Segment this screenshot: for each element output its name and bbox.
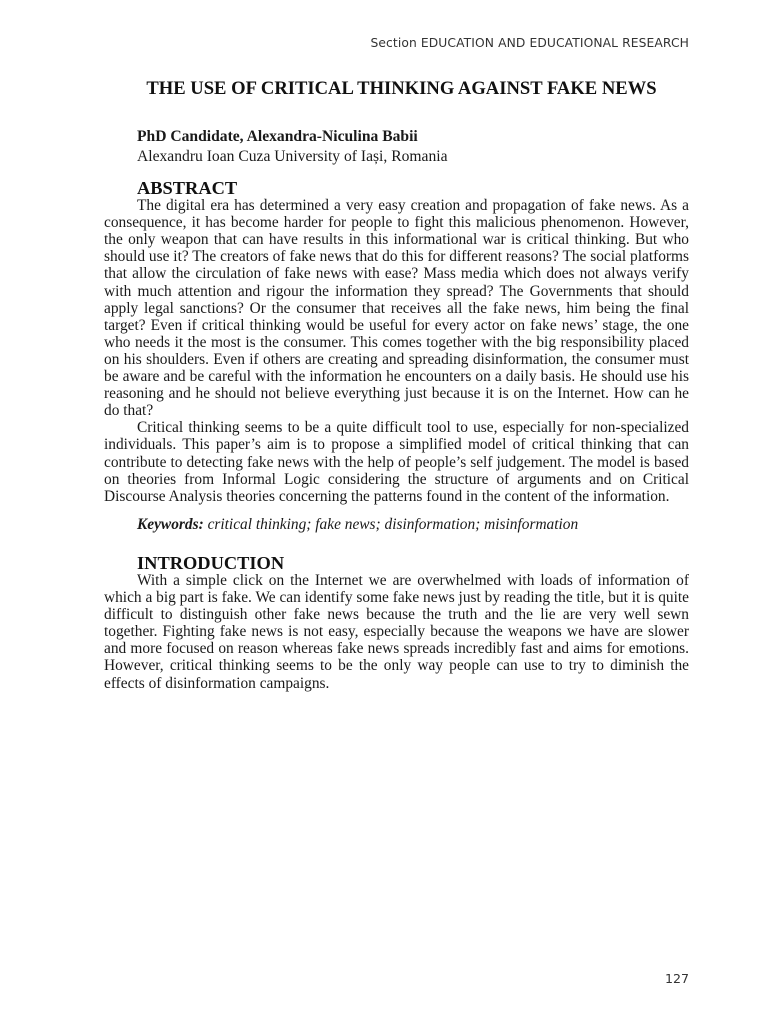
abstract-paragraph: The digital era has determined a very easy creation and propagation of fake news. As a consequence, it has become harder for people to fight this malicious phenomenon. However, the only weapon that can have results in this informational war is critical thinking. But who should use it? The creators of fake news that do this for different reasons? The social platforms that allow the circulation of fake news with ease? Mass media which does not always verify with much attention and rigour the information they spread? The Governments that should apply legal sanctions? Or the consumer that receives all the fake news, him being the final target? Even if critical thinking would be useful for every actor on fake news’ stage, the one who needs it the most is the consumer. This comes together with the big responsibility placed on his shoulders. Even if others are creating and spreading disinformation, the consumer must be aware and be careful with the information he encounters on a daily basis. He should use his reasoning and he should not believe everything just because it is on the Internet. How can he do that? xyxy=(104,197,689,420)
keywords-line xyxy=(104,516,689,533)
introduction-heading: INTRODUCTION xyxy=(137,552,285,573)
author-affiliation: Alexandru Ioan Cuza University of Iași, Romania xyxy=(137,148,448,165)
running-header: Section EDUCATION AND EDUCATIONAL RESEARCH xyxy=(370,36,689,50)
abstract-paragraph: Critical thinking seems to be a quite difficult tool to use, especially for non-specialized individuals. This paper’s aim is to propose a simplified model of critical thinking that can contribute to detecting fake news with the help of people’s self judgement. The model is based on theories from Informal Logic considering the structure of arguments and on Critical Discourse Analysis theories concerning the patterns found in the content of the information. xyxy=(104,419,689,505)
paper-title: THE USE OF CRITICAL THINKING AGAINST FAKE NEWS xyxy=(146,78,657,99)
abstract-heading: ABSTRACT xyxy=(137,178,238,198)
page-number: 127 xyxy=(664,971,689,986)
author-name: PhD Candidate, Alexandra-Niculina Babii xyxy=(137,128,418,145)
author-block xyxy=(104,127,689,166)
introduction-paragraph: With a simple click on the Internet we are overwhelmed with loads of information of which a big part is fake. We can identify some fake news just by reading the title, but it is quite difficult to distinguish other fake news because the truth and the lie are very well sewn together. Fighting fake news is not easy, especially because the weapons we have are slower and more focused on reason whereas fake news spreads incredibly fast and aims for emotions. However, critical thinking seems to be the only way people can use to try to diminish the effects of disinformation campaigns. xyxy=(104,571,689,692)
keywords-text: critical thinking; fake news; disinformation; misinformation xyxy=(207,515,579,533)
keywords-label: Keywords: xyxy=(137,515,204,533)
